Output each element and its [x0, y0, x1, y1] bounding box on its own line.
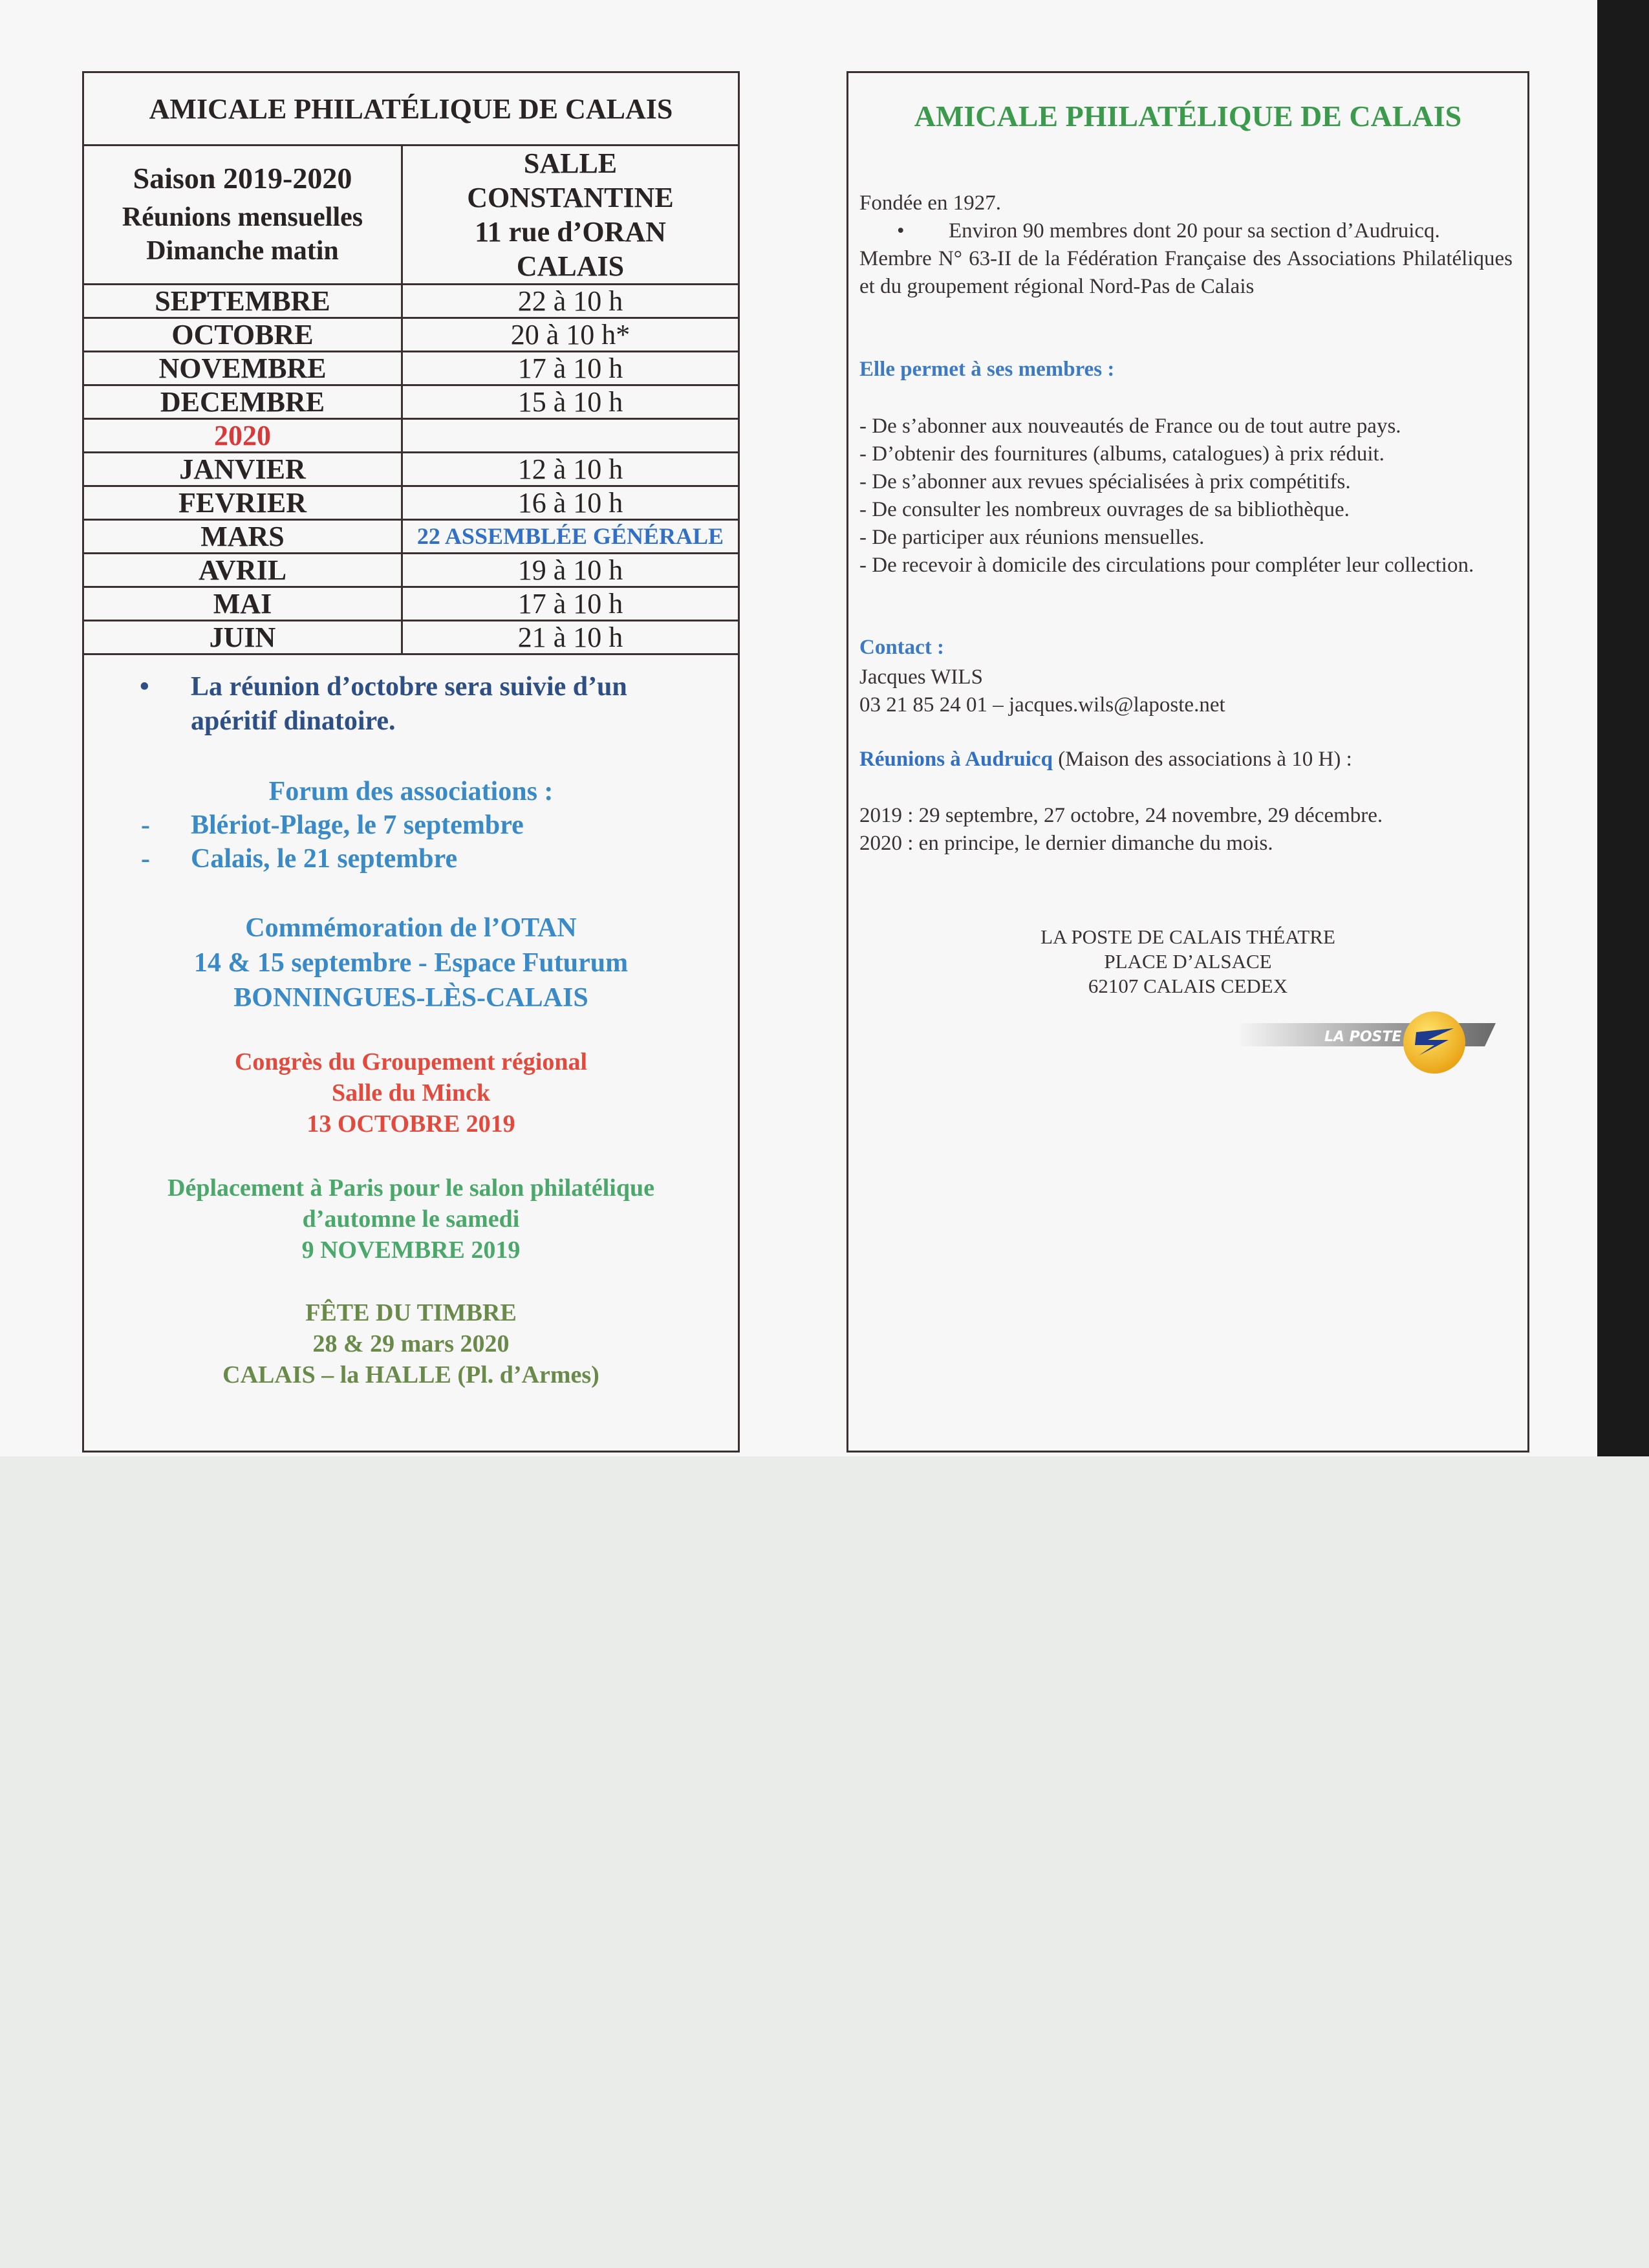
congress-line: 13 OCTOBRE 2019: [307, 1110, 515, 1138]
contact-phone-email: 03 21 85 24 01 – jacques.wils@laposte.net: [859, 693, 1225, 717]
time-cell: [402, 419, 738, 453]
trip-line: d’automne le samedi: [302, 1205, 520, 1233]
october-note-line1: La réunion d’octobre sera suivie d’un: [191, 672, 627, 702]
venue-header: [402, 146, 738, 285]
dates-2020: 2020 : en principe, le dernier dimanche du mois.: [859, 832, 1273, 855]
audruicq-detail: (Maison des associations à 10 H) :: [1052, 748, 1352, 771]
address-line: 62107 CALAIS CEDEX: [1088, 975, 1288, 997]
season-header: [84, 146, 402, 285]
table-row: [84, 453, 738, 486]
table-row: [84, 285, 738, 318]
month-cell: SEPTEMBRE: [84, 285, 402, 318]
month-cell: JANVIER: [84, 453, 402, 486]
trip-line: 9 NOVEMBRE 2019: [301, 1237, 521, 1264]
trip-block: [84, 1172, 738, 1266]
list-item: - De participer aux réunions mensuelles.: [859, 526, 1205, 549]
table-row: [84, 587, 738, 621]
trip-line: Déplacement à Paris pour le salon philatélique: [167, 1174, 654, 1202]
time-cell: 15 à 10 h: [402, 385, 738, 419]
month-cell: OCTOBRE: [84, 318, 402, 352]
time-cell: 17 à 10 h: [402, 352, 738, 385]
benefits-list: [859, 413, 1513, 579]
otan-line: Commémoration de l’OTAN: [245, 913, 577, 943]
assembly-cell: 22 ASSEMBLÉE GÉNÉRALE: [402, 520, 738, 554]
list-item: - De consulter les nombreux ouvrages de sa bibliothèque.: [859, 498, 1350, 521]
venue-line: 11 rue d’ORAN: [475, 216, 666, 248]
month-cell: NOVEMBRE: [84, 352, 402, 385]
congress-line: Salle du Minck: [332, 1079, 490, 1107]
month-cell: MARS: [84, 520, 402, 554]
dash: -: [141, 810, 150, 840]
time-cell: 22 à 10 h: [402, 285, 738, 318]
table-row: [84, 419, 738, 453]
otan-block: [84, 911, 738, 1015]
otan-line: BONNINGUES-LÈS-CALAIS: [233, 983, 588, 1013]
forum-item: Calais, le 21 septembre: [191, 844, 458, 874]
forum-item: Blériot-Plage, le 7 septembre: [191, 810, 524, 840]
month-cell: AVRIL: [84, 554, 402, 587]
month-cell: MAI: [84, 587, 402, 621]
time-cell: 16 à 10 h: [402, 486, 738, 520]
federation-text: Membre N° 63-II de la Fédération Française des Associations Philatéliques et du groupement régional Nord-Pas de Calais: [859, 247, 1513, 298]
venue-line: CALAIS: [516, 250, 625, 282]
sunday-label: Dimanche matin: [146, 236, 339, 266]
audruicq-line: [859, 746, 1513, 773]
month-cell: FEVRIER: [84, 486, 402, 520]
table-row: [84, 621, 738, 654]
dash: -: [141, 844, 150, 874]
year-cell: 2020: [84, 419, 402, 453]
info-title: AMICALE PHILATÉLIQUE DE CALAIS: [914, 100, 1462, 133]
bullet-dot: •: [897, 219, 905, 243]
meetings-label: Réunions mensuelles: [122, 202, 363, 232]
list-item: - De s’abonner aux revues spécialisées à prix compétitifs.: [859, 470, 1351, 493]
october-note-line2: apéritif dinatoire.: [191, 706, 396, 736]
time-cell: 12 à 10 h: [402, 453, 738, 486]
audruicq-heading: Réunions à Audruicq: [859, 748, 1053, 771]
time-cell: 19 à 10 h: [402, 554, 738, 587]
table-row: [84, 486, 738, 520]
bullet-dot: •: [140, 672, 149, 702]
dates-2019: 2019 : 29 septembre, 27 octobre, 24 novembre, 29 décembre.: [859, 804, 1383, 827]
table-row: [84, 318, 738, 352]
list-item: - D’obtenir des fournitures (albums, catalogues) à prix réduit.: [859, 442, 1385, 466]
congress-line: Congrès du Groupement régional: [234, 1048, 588, 1075]
address-line: LA POSTE DE CALAIS THÉATRE: [1040, 925, 1335, 948]
venue-line: SALLE: [523, 147, 618, 179]
address-line: PLACE D’ALSACE: [1104, 950, 1272, 973]
info-panel: [846, 71, 1529, 1453]
scan-edge: [1597, 0, 1649, 1456]
schedule-panel: [82, 71, 740, 1453]
forum-title: Forum des associations :: [268, 777, 554, 806]
otan-line: 14 & 15 septembre - Espace Futurum: [193, 948, 629, 978]
founded-text: Fondée en 1927.: [859, 191, 1002, 215]
table-row: [84, 385, 738, 419]
contact-heading: Contact :: [859, 636, 945, 659]
contact-name: Jacques WILS: [859, 665, 983, 689]
table-row: [84, 554, 738, 587]
logo-text: LA POSTE: [1324, 1029, 1402, 1045]
month-cell: JUIN: [84, 621, 402, 654]
table-row: [84, 352, 738, 385]
permet-heading: Elle permet à ses membres :: [859, 358, 1115, 381]
season-label: Saison 2019-2020: [133, 162, 352, 195]
stamp-day-block: [84, 1297, 738, 1390]
schedule-table: [84, 73, 738, 655]
time-cell: 20 à 10 h*: [402, 318, 738, 352]
list-item: - De recevoir à domicile des circulations pour compléter leur collection.: [859, 554, 1474, 577]
stamp-day-line: FÊTE DU TIMBRE: [305, 1299, 517, 1326]
list-item: - De s’abonner aux nouveautés de France ou de tout autre pays.: [859, 415, 1401, 438]
la-poste-logo: [1240, 1009, 1499, 1080]
stamp-day-line: 28 & 29 mars 2020: [312, 1330, 510, 1357]
time-cell: 21 à 10 h: [402, 621, 738, 654]
congress-block: [84, 1046, 738, 1139]
schedule-title: AMICALE PHILATÉLIQUE DE CALAIS: [84, 73, 738, 146]
time-cell: 17 à 10 h: [402, 587, 738, 621]
members-text: Environ 90 membres dont 20 pour sa section d’Audruicq.: [949, 219, 1440, 243]
stamp-day-line: CALAIS – la HALLE (Pl. d’Armes): [222, 1361, 599, 1388]
venue-line: CONSTANTINE: [467, 182, 674, 213]
post-office-address: [846, 925, 1529, 999]
table-row: [84, 520, 738, 554]
month-cell: DECEMBRE: [84, 385, 402, 419]
